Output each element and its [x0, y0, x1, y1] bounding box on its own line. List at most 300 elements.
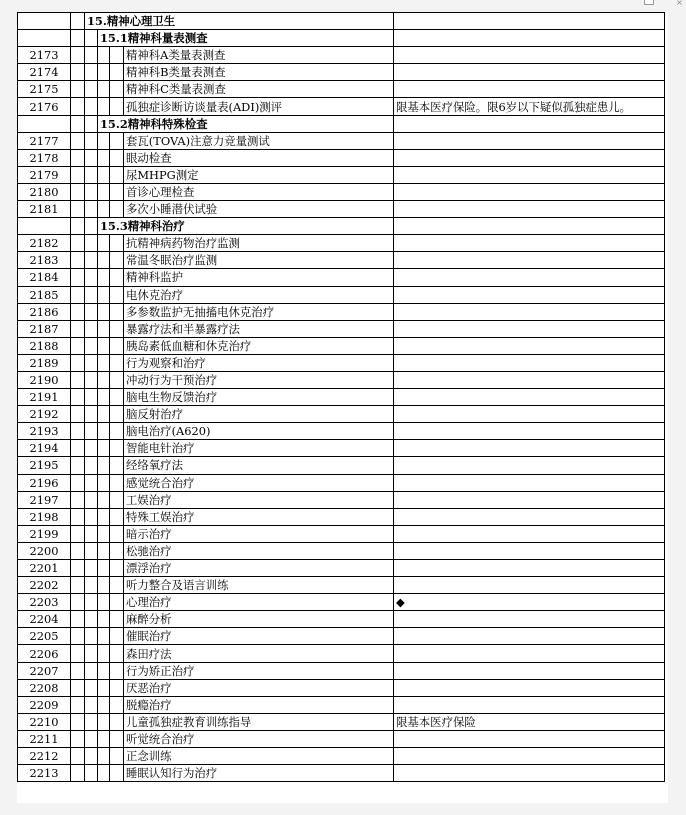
level-cell: [98, 269, 110, 286]
level-cell: [98, 166, 110, 183]
level-cell: [110, 98, 124, 115]
level-cell: [71, 406, 85, 423]
item-name: 行为矫正治疗: [124, 662, 394, 679]
level-cell: [71, 560, 85, 577]
item-code: 2213: [18, 765, 71, 782]
level-cell: [71, 713, 85, 730]
level-cell: [85, 423, 98, 440]
item-code: 2187: [18, 320, 71, 337]
level-cell: [110, 183, 124, 200]
table-row: [18, 560, 665, 577]
code-cell: [18, 30, 71, 47]
level-cell: [71, 13, 85, 30]
item-note: [394, 696, 665, 713]
item-name: 常温冬眠治疗监测: [124, 252, 394, 269]
level-cell: [98, 303, 110, 320]
level-cell: [110, 457, 124, 474]
level-cell: [71, 47, 85, 64]
item-code: 2208: [18, 679, 71, 696]
table-row: [18, 440, 665, 457]
level-cell: [98, 252, 110, 269]
item-note: [394, 679, 665, 696]
level-cell: [110, 201, 124, 218]
subsection-title: 15.1精神科量表测查: [98, 30, 394, 47]
item-code: 2194: [18, 440, 71, 457]
item-code: 2198: [18, 508, 71, 525]
item-note: [394, 64, 665, 81]
table-row: [18, 132, 665, 149]
code-cell: [18, 13, 71, 30]
level-cell: [71, 765, 85, 782]
table-row: [18, 457, 665, 474]
level-cell: [98, 696, 110, 713]
level-cell: [71, 696, 85, 713]
table-row: [18, 474, 665, 491]
subsection-header-row: [18, 30, 665, 47]
level-cell: [98, 354, 110, 371]
subsection-header-row: [18, 218, 665, 235]
level-cell: [85, 320, 98, 337]
level-cell: [110, 440, 124, 457]
item-code: 2203: [18, 594, 71, 611]
table-row: [18, 594, 665, 611]
item-note: 限基本医疗保险。限6岁以下疑似孤独症患儿。: [394, 98, 665, 115]
item-name: 首诊心理检查: [124, 183, 394, 200]
level-cell: [110, 491, 124, 508]
item-code: 2204: [18, 611, 71, 628]
item-code: 2202: [18, 577, 71, 594]
level-cell: [98, 320, 110, 337]
item-name: 精神科B类量表测查: [124, 64, 394, 81]
table-row: [18, 423, 665, 440]
level-cell: [71, 508, 85, 525]
level-cell: [71, 132, 85, 149]
level-cell: [110, 371, 124, 388]
item-code: 2212: [18, 748, 71, 765]
level-cell: [98, 713, 110, 730]
table-row: [18, 81, 665, 98]
item-code: 2192: [18, 406, 71, 423]
level-cell: [85, 132, 98, 149]
service-items-table: [17, 12, 665, 782]
level-cell: [71, 235, 85, 252]
level-cell: [98, 491, 110, 508]
item-code: 2193: [18, 423, 71, 440]
level-cell: [71, 354, 85, 371]
table-row: [18, 149, 665, 166]
item-name: 精神科监护: [124, 269, 394, 286]
item-name: 脑电生物反馈治疗: [124, 389, 394, 406]
level-cell: [98, 542, 110, 559]
level-cell: [110, 286, 124, 303]
level-cell: [71, 303, 85, 320]
level-cell: [85, 645, 98, 662]
level-cell: [110, 560, 124, 577]
table-row: [18, 662, 665, 679]
item-code: 2206: [18, 645, 71, 662]
level-cell: [110, 252, 124, 269]
level-cell: [71, 628, 85, 645]
item-note: [394, 269, 665, 286]
level-cell: [71, 491, 85, 508]
level-cell: [98, 594, 110, 611]
item-name: 睡眠认知行为治疗: [124, 765, 394, 782]
level-cell: [98, 457, 110, 474]
item-code: 2210: [18, 713, 71, 730]
item-name: 多次小睡潜伏试验: [124, 201, 394, 218]
note-cell: [394, 30, 665, 47]
level-cell: [71, 577, 85, 594]
level-cell: [71, 423, 85, 440]
level-cell: [71, 662, 85, 679]
item-code: 2205: [18, 628, 71, 645]
table-row: [18, 235, 665, 252]
subsection-header-row: [18, 115, 665, 132]
item-note: [394, 577, 665, 594]
level-cell: [85, 491, 98, 508]
level-cell: [110, 354, 124, 371]
item-name: 松驰治疗: [124, 542, 394, 559]
item-note: [394, 252, 665, 269]
item-name: 多参数监护无抽搐电休克治疗: [124, 303, 394, 320]
item-note: [394, 474, 665, 491]
level-cell: [98, 149, 110, 166]
subsection-title: 15.3精神科治疗: [98, 218, 394, 235]
item-code: 2184: [18, 269, 71, 286]
item-note: [394, 183, 665, 200]
level-cell: [85, 611, 98, 628]
level-cell: [98, 577, 110, 594]
item-name: 听力整合及语言训练: [124, 577, 394, 594]
item-name: 脑电治疗(A620): [124, 423, 394, 440]
item-note: [394, 730, 665, 747]
level-cell: [110, 166, 124, 183]
item-code: 2199: [18, 525, 71, 542]
level-cell: [85, 354, 98, 371]
level-cell: [71, 149, 85, 166]
item-name: 工娱治疗: [124, 491, 394, 508]
item-note: [394, 132, 665, 149]
level-cell: [110, 713, 124, 730]
item-note: [394, 765, 665, 782]
item-code: 2186: [18, 303, 71, 320]
table-row: [18, 645, 665, 662]
item-name: 孤独症诊断访谈量表(ADI)测评: [124, 98, 394, 115]
table-row: [18, 320, 665, 337]
item-name: 冲动行为干预治疗: [124, 371, 394, 388]
item-note: [394, 81, 665, 98]
level-cell: [98, 406, 110, 423]
level-cell: [71, 748, 85, 765]
item-note: [394, 423, 665, 440]
item-code: 2179: [18, 166, 71, 183]
level-cell: [98, 81, 110, 98]
level-cell: [85, 115, 98, 132]
level-cell: [85, 269, 98, 286]
item-note: [394, 662, 665, 679]
item-name: 精神科C类量表测查: [124, 81, 394, 98]
level-cell: [85, 81, 98, 98]
level-cell: [110, 64, 124, 81]
item-name: 脱瘾治疗: [124, 696, 394, 713]
level-cell: [110, 765, 124, 782]
level-cell: [85, 406, 98, 423]
level-cell: [71, 525, 85, 542]
note-cell: [394, 218, 665, 235]
level-cell: [85, 628, 98, 645]
level-cell: [98, 628, 110, 645]
level-cell: [98, 508, 110, 525]
table-row: [18, 166, 665, 183]
level-cell: [85, 303, 98, 320]
level-cell: [85, 577, 98, 594]
item-note: [394, 491, 665, 508]
item-name: 尿MHPG测定: [124, 166, 394, 183]
level-cell: [110, 662, 124, 679]
item-name: 厌恶治疗: [124, 679, 394, 696]
level-cell: [110, 679, 124, 696]
level-cell: [71, 252, 85, 269]
level-cell: [110, 594, 124, 611]
item-code: 2178: [18, 149, 71, 166]
level-cell: [98, 183, 110, 200]
item-code: 2191: [18, 389, 71, 406]
item-note: [394, 354, 665, 371]
level-cell: [71, 81, 85, 98]
level-cell: [98, 235, 110, 252]
level-cell: [98, 679, 110, 696]
level-cell: [85, 47, 98, 64]
table-row: [18, 303, 665, 320]
code-cell: [18, 115, 71, 132]
level-cell: [71, 269, 85, 286]
item-note: [394, 286, 665, 303]
level-cell: [98, 201, 110, 218]
level-cell: [85, 183, 98, 200]
level-cell: [85, 525, 98, 542]
item-code: 2197: [18, 491, 71, 508]
item-code: 2181: [18, 201, 71, 218]
item-name: 精神科A类量表测查: [124, 47, 394, 64]
level-cell: [110, 423, 124, 440]
item-name: 经络氧疗法: [124, 457, 394, 474]
level-cell: [85, 730, 98, 747]
level-cell: [98, 662, 110, 679]
level-cell: [110, 696, 124, 713]
level-cell: [71, 611, 85, 628]
level-cell: [110, 628, 124, 645]
item-note: [394, 235, 665, 252]
level-cell: [85, 201, 98, 218]
restore-window-icon[interactable]: [644, 0, 654, 5]
item-note: [394, 645, 665, 662]
item-code: 2173: [18, 47, 71, 64]
level-cell: [110, 81, 124, 98]
item-code: 2180: [18, 183, 71, 200]
item-name: 心理治疗: [124, 594, 394, 611]
level-cell: [71, 115, 85, 132]
item-name: 眼动检查: [124, 149, 394, 166]
item-code: 2177: [18, 132, 71, 149]
item-note: [394, 47, 665, 64]
level-cell: [71, 320, 85, 337]
level-cell: [98, 389, 110, 406]
table-row: [18, 525, 665, 542]
level-cell: [85, 662, 98, 679]
level-cell: [85, 679, 98, 696]
level-cell: [85, 98, 98, 115]
item-code: 2185: [18, 286, 71, 303]
level-cell: [110, 303, 124, 320]
item-code: 2211: [18, 730, 71, 747]
level-cell: [110, 320, 124, 337]
medical-service-table-page: [17, 12, 668, 803]
item-note: 限基本医疗保险: [394, 713, 665, 730]
item-note: [394, 440, 665, 457]
level-cell: [85, 440, 98, 457]
level-cell: [71, 542, 85, 559]
level-cell: [98, 64, 110, 81]
level-cell: [98, 47, 110, 64]
item-note: [394, 611, 665, 628]
section-header-row: [18, 13, 665, 30]
level-cell: [71, 730, 85, 747]
item-name: 森田疗法: [124, 645, 394, 662]
level-cell: [71, 337, 85, 354]
table-row: [18, 337, 665, 354]
level-cell: [85, 457, 98, 474]
table-row: [18, 696, 665, 713]
item-name: 听觉统合治疗: [124, 730, 394, 747]
table-row: [18, 371, 665, 388]
level-cell: [98, 645, 110, 662]
table-row: [18, 730, 665, 747]
item-name: 电休克治疗: [124, 286, 394, 303]
item-note: [394, 628, 665, 645]
item-code: 2174: [18, 64, 71, 81]
level-cell: [98, 98, 110, 115]
level-cell: [110, 542, 124, 559]
item-note: [394, 406, 665, 423]
level-cell: [71, 286, 85, 303]
item-code: 2209: [18, 696, 71, 713]
table-row: [18, 577, 665, 594]
level-cell: [85, 286, 98, 303]
item-name: 暴露疗法和半暴露疗法: [124, 320, 394, 337]
level-cell: [71, 166, 85, 183]
table-row: [18, 748, 665, 765]
table-row: [18, 252, 665, 269]
level-cell: [98, 423, 110, 440]
level-cell: [98, 748, 110, 765]
level-cell: [110, 132, 124, 149]
level-cell: [110, 269, 124, 286]
level-cell: [85, 765, 98, 782]
table-row: [18, 713, 665, 730]
item-note: [394, 149, 665, 166]
note-cell: [394, 115, 665, 132]
item-note: [394, 560, 665, 577]
close-icon[interactable]: ×: [676, 0, 683, 7]
level-cell: [71, 201, 85, 218]
level-cell: [85, 337, 98, 354]
level-cell: [71, 30, 85, 47]
table-row: [18, 406, 665, 423]
item-note: [394, 508, 665, 525]
item-name: 特殊工娱治疗: [124, 508, 394, 525]
level-cell: [110, 389, 124, 406]
level-cell: [85, 252, 98, 269]
level-cell: [98, 371, 110, 388]
item-code: 2189: [18, 354, 71, 371]
item-name: 行为观察和治疗: [124, 354, 394, 371]
note-cell: [394, 13, 665, 30]
level-cell: [110, 645, 124, 662]
level-cell: [85, 149, 98, 166]
item-code: 2190: [18, 371, 71, 388]
item-note: [394, 320, 665, 337]
level-cell: [71, 645, 85, 662]
item-name: 抗精神病药物治疗监测: [124, 235, 394, 252]
level-cell: [98, 440, 110, 457]
level-cell: [110, 149, 124, 166]
level-cell: [85, 542, 98, 559]
level-cell: [110, 47, 124, 64]
table-row: [18, 765, 665, 782]
item-name: 儿童孤独症教育训练指导: [124, 713, 394, 730]
level-cell: [85, 474, 98, 491]
level-cell: [110, 406, 124, 423]
table-body: [18, 13, 665, 782]
level-cell: [98, 337, 110, 354]
level-cell: [71, 474, 85, 491]
level-cell: [110, 748, 124, 765]
table-row: [18, 201, 665, 218]
item-note: [394, 166, 665, 183]
item-name: 套瓦(TOVA)注意力竞量测试: [124, 132, 394, 149]
item-note: [394, 389, 665, 406]
item-code: 2207: [18, 662, 71, 679]
table-row: [18, 611, 665, 628]
section-title: 15.精神心理卫生: [85, 13, 394, 30]
level-cell: [98, 765, 110, 782]
level-cell: [110, 577, 124, 594]
level-cell: [98, 132, 110, 149]
item-name: 麻醉分析: [124, 611, 394, 628]
level-cell: [85, 560, 98, 577]
table-row: [18, 286, 665, 303]
item-code: 2195: [18, 457, 71, 474]
level-cell: [85, 371, 98, 388]
item-name: 正念训练: [124, 748, 394, 765]
table-row: [18, 354, 665, 371]
level-cell: [110, 730, 124, 747]
level-cell: [110, 474, 124, 491]
level-cell: [71, 98, 85, 115]
table-row: [18, 183, 665, 200]
level-cell: [85, 235, 98, 252]
level-cell: [71, 679, 85, 696]
level-cell: [71, 440, 85, 457]
table-row: [18, 389, 665, 406]
item-code: 2183: [18, 252, 71, 269]
level-cell: [85, 64, 98, 81]
item-name: 催眠治疗: [124, 628, 394, 645]
item-name: 感觉统合治疗: [124, 474, 394, 491]
level-cell: [85, 30, 98, 47]
level-cell: [98, 560, 110, 577]
level-cell: [71, 371, 85, 388]
